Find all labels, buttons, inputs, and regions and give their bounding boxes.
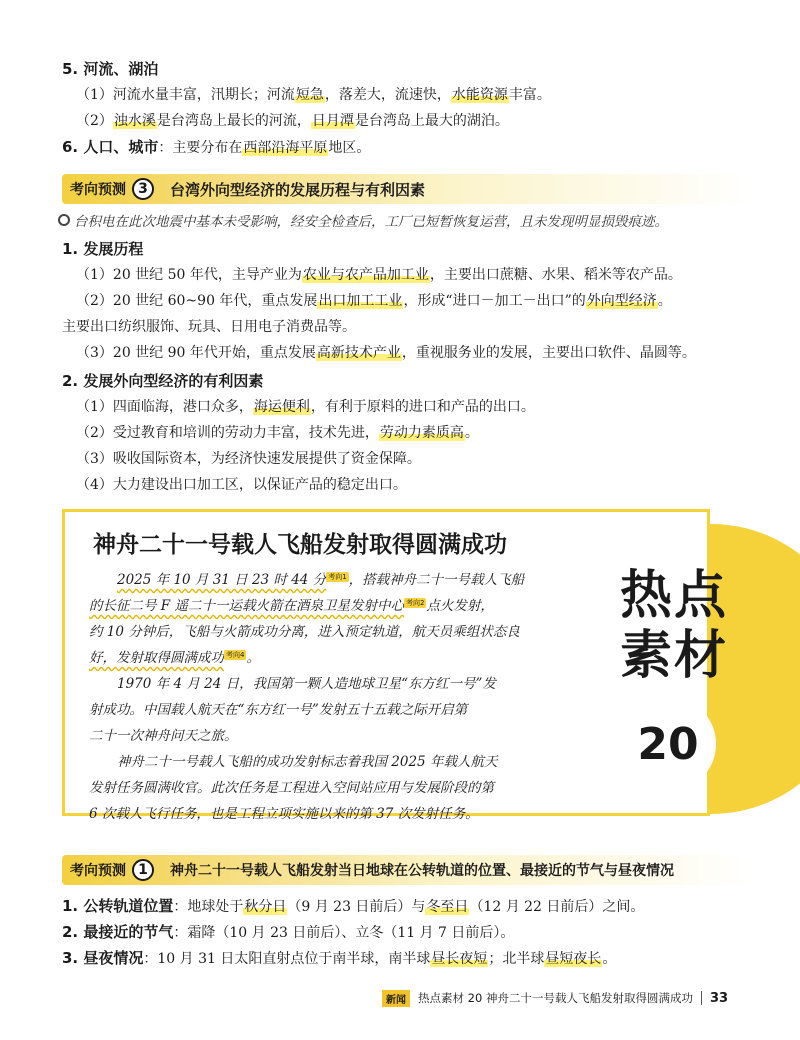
highlight-text: 秋分日: [244, 899, 287, 915]
footer-divider: [701, 991, 702, 1005]
paperclip-icon: [56, 212, 73, 229]
text-span: 。: [602, 951, 617, 967]
highlight-text: 农业与农产品加工业: [302, 267, 429, 283]
prediction-tag-label: 考向预测: [70, 182, 126, 198]
text-span: 点火发射，: [426, 598, 494, 614]
hot-material-label: [594, 566, 754, 686]
highlight-text: 浊水溪: [113, 113, 156, 129]
highlight-text: 出口加工工业: [318, 293, 403, 309]
prediction-title: 台湾外向型经济的发展历程与有利因素: [170, 180, 426, 199]
highlight-text: 昼短夜长: [545, 951, 602, 967]
footer-text: 热点素材 20 神舟二十一号载人飞船发射取得圆满成功: [418, 991, 693, 1005]
highlight-text: 短急: [295, 87, 324, 103]
hot-material-number: 20: [620, 696, 716, 792]
hot-material-body: [89, 567, 589, 827]
prediction-tag: [62, 859, 154, 881]
text-line: 发射任务圆满收官。此次任务是工程进入空间站应用与发展阶段的第: [89, 780, 494, 796]
text-line: （4）大力建设出口加工区，以保证产品的稳定出口。: [76, 477, 407, 493]
highlight-text: 昼长夜短: [431, 951, 488, 967]
text-line: [62, 262, 752, 288]
text-line: [89, 645, 589, 671]
text-span: 是台湾岛上最长的河流，: [156, 113, 311, 129]
text-line: [89, 619, 589, 645]
text-line: [62, 394, 752, 420]
section-answers: [62, 894, 752, 972]
text-span: ，落差大，流速快，: [324, 87, 451, 103]
wavy-text: 的长征二号 F 遥二十一运载火箭在酒泉卫星发射中心: [89, 598, 404, 614]
highlight-text: 海运便利: [253, 399, 310, 415]
answer-orbit: [62, 894, 752, 920]
text-span: （2）: [76, 113, 113, 129]
prediction-number: 3: [132, 178, 154, 200]
section-heading: 5. 河流、湖泊: [62, 60, 159, 78]
section-development: [62, 238, 752, 366]
text-span: （2）受过教育和培训的劳动力丰富，技术先进，: [76, 425, 379, 441]
text-span: ，主要出口蔗糖、水果、稻米等农产品。: [429, 267, 682, 283]
text-span: （1）20 世纪 50 年代，主导产业为: [76, 267, 302, 283]
page-footer: [382, 988, 728, 1008]
prediction-banner-3: [62, 174, 752, 204]
text-span: （12 月 22 日前后）之间。: [469, 899, 645, 915]
text-span: （3）20 世纪 90 年代开始，重点发展: [76, 345, 316, 361]
text-span: ，形成“进口－加工－出口”的: [403, 293, 586, 309]
text-line: （3）吸收国际资本，为经济快速发展提供了资金保障。: [76, 451, 421, 467]
text-span: 。: [464, 425, 479, 441]
text-line: [62, 420, 752, 446]
text-span: 丰富。: [508, 87, 551, 103]
highlight-text: 西部沿海平原: [243, 140, 328, 156]
page-number: 33: [709, 990, 729, 1006]
section-heading: 2. 发展外向型经济的有利因素: [62, 372, 264, 390]
highlight-text: 高新技术产业: [316, 345, 401, 361]
footer-tag: 新闻: [382, 990, 410, 1007]
highlight-text: 劳动力素质高: [379, 425, 464, 441]
wavy-text: 2025 年 10 月 31 日 23 时 44 分: [117, 572, 327, 588]
text-span: ：主要分布在: [158, 140, 243, 156]
text-line: [89, 593, 589, 619]
prediction-marker: 考向1: [328, 572, 347, 581]
text-line: [62, 82, 752, 108]
note-line: [58, 210, 668, 230]
text-span: ，有利于原料的进口和产品的出口。: [310, 399, 535, 415]
text-line: [89, 567, 589, 593]
answer-solar-term: [62, 920, 752, 946]
text-line: [62, 340, 752, 366]
highlight-text: 外向型经济: [586, 293, 657, 309]
text-span: （1）四面临海，港口众多，: [76, 399, 253, 415]
text-span: （9 月 23 日前后）与: [287, 899, 426, 915]
text-line: [62, 288, 752, 314]
answer-day-night: [62, 946, 752, 972]
highlight-text: 冬至日: [426, 899, 469, 915]
text-line: 二十一次神舟问天之旅。: [89, 728, 238, 744]
text-line: 1970 年 4 月 24 日，我国第一颗人造地球卫星“东方红一号”发: [117, 676, 496, 692]
highlight-text: 日月潭: [311, 113, 354, 129]
section-favorable-factors: [62, 370, 752, 498]
text-span: ：地球处于: [173, 899, 244, 915]
text-line: 6 次载人飞行任务，也是工程立项实施以来的第 37 次发射任务。: [89, 806, 479, 822]
text-span: ：霜降（10 月 23 日前后）、立冬（11 月 7 日前后）。: [173, 925, 515, 941]
text-span: ：10 月 31 日太阳直射点位于南半球，南半球: [143, 951, 431, 967]
text-span: 地区。: [328, 140, 371, 156]
prediction-banner-1: [62, 855, 752, 885]
note-text: 台积电在此次地震中基本未受影响，经安全检查后，工厂已短暂恢复运营，且未发现明显损毁痕迹。: [74, 214, 668, 230]
text-span: 是台湾岛上最大的湖泊。: [354, 113, 509, 129]
wavy-text: 好，发射取得圆满成功: [89, 650, 224, 666]
answer-heading: 3. 昼夜情况: [62, 949, 144, 967]
section-population: [62, 136, 752, 159]
text-span: ，重视服务业的发展，主要出口软件、晶圆等。: [401, 345, 696, 361]
text-line: 射成功。中国载人航天在“东方红一号”发射五十五载之际开启第: [89, 702, 468, 718]
hot-label-line: 素材: [619, 626, 728, 686]
prediction-tag: [62, 178, 154, 200]
text-span: ；北半球: [488, 951, 545, 967]
section-heading: 6. 人口、城市: [62, 138, 159, 156]
prediction-tag-label: 考向预测: [70, 863, 126, 879]
prediction-title: 神舟二十一号载人飞船发射当日地球在公转轨道的位置、最接近的节气与昼夜情况: [170, 863, 674, 879]
text-span: （1）河流水量丰富，汛期长；河流: [76, 87, 295, 103]
hot-label-line: 热点: [619, 566, 728, 626]
text-span: （2）20 世纪 60~90 年代，重点发展: [76, 293, 318, 309]
hot-material-title: 神舟二十一号载人飞船发射取得圆满成功: [93, 532, 507, 558]
text-line: 主要出口纺织服饰、玩具、日用电子消费品等。: [62, 319, 356, 335]
highlight-text: 水能资源: [451, 87, 508, 103]
section-heading: 1. 发展历程: [62, 240, 144, 258]
section-rivers-lakes: [62, 58, 752, 159]
prediction-marker: 考向2: [405, 598, 425, 607]
prediction-marker: 考向4: [226, 650, 245, 659]
text-span: ，搭载神舟二十一号载人飞船: [348, 572, 525, 588]
text-span: 约 10 分钟后，飞船与火箭成功分离，进入预定轨道，航天员乘组状态良: [89, 624, 520, 640]
answer-heading: 2. 最接近的节气: [62, 923, 174, 941]
text-span: 。: [657, 293, 672, 309]
prediction-number: 1: [132, 859, 154, 881]
text-span: 。: [246, 650, 260, 666]
answer-heading: 1. 公转轨道位置: [62, 897, 174, 915]
text-line: 神舟二十一号载人飞船的成功发射标志着我国 2025 年载人航天: [117, 754, 498, 770]
text-line: [62, 108, 752, 134]
